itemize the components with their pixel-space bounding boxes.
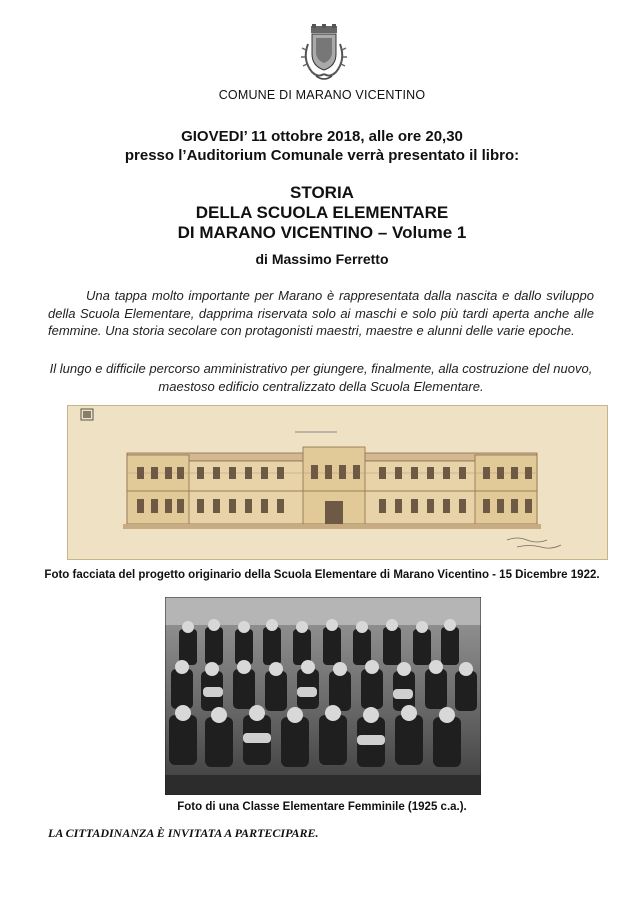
class-photo-caption: Foto di una Classe Elementare Femminile (1925 c.a.). [177,801,467,813]
description-paragraph: Una tappa molto importante per Marano è rappresentata dalla nascita e dallo sviluppo della Scuola Elementare, dapprima riservata solo ai maschi e solo più tardi aperta anche alle femmine. Una storia secolare con protagonisti maestri, maestre e alunni delle varie epoche. [48,288,594,338]
book-title-line: DI MARANO VICENTINO – Volume 1 [177,223,467,242]
book-title-line: STORIA [290,183,354,202]
invitation-text: LA CITTADINANZA È INVITATA A PARTECIPARE. [48,826,319,840]
book-title [0,183,644,243]
event-date-line: GIOVEDI’ 11 ottobre 2018, alle ore 20,30 [181,128,463,145]
school-facade-drawing [67,405,608,560]
event-announcement [0,127,644,165]
municipality-name: COMUNE DI MARANO VICENTINO [218,88,426,102]
class-photo [165,597,481,795]
facade-caption: Foto facciata del progetto originario della Scuola Elementare di Marano Vicentino - 15 Dicembre 1922. [44,569,600,581]
municipal-crest-icon [298,24,350,84]
book-author: di Massimo Ferretto [255,251,389,267]
description-paragraph: Il lungo e difficile percorso amministrativo per giungere, finalmente, alla costruzione del nuovo, maestoso edificio centralizzato della Scuola Elementare. [49,361,593,394]
book-title-line: DELLA SCUOLA ELEMENTARE [195,203,449,222]
event-venue-line: presso l’Auditorium Comunale verrà presentato il libro: [124,147,520,164]
